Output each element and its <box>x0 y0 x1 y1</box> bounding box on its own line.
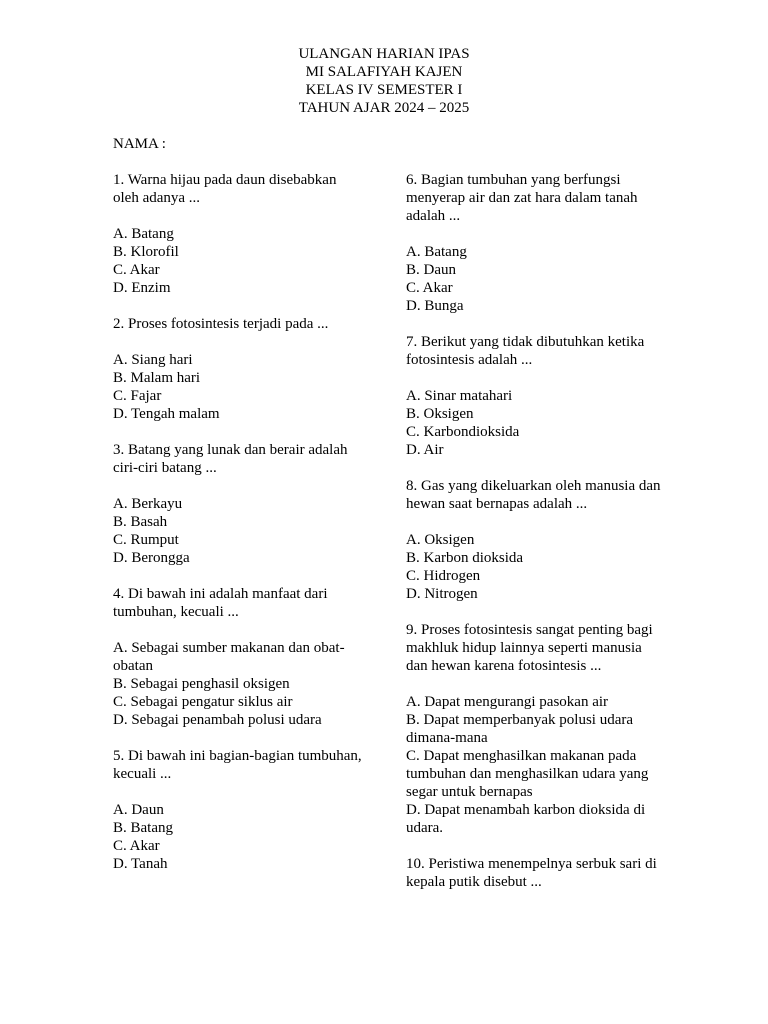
question-text: 7. Berikut yang tidak dibutuhkan ketika fotosintesis adalah ... <box>406 334 645 368</box>
question-2 <box>113 315 363 423</box>
option-c: C. Fajar <box>113 388 162 404</box>
question-3 <box>113 441 363 567</box>
question-text: 5. Di bawah ini bagian-bagian tumbuhan, kecuali ... <box>113 748 362 782</box>
header-year: TAHUN AJAR 2024 – 2025 <box>298 100 470 116</box>
option-a: A. Daun <box>113 802 164 818</box>
question-10 <box>406 855 661 891</box>
option-b: B. Oksigen <box>406 406 474 422</box>
option-a: A. Batang <box>406 244 467 260</box>
question-6 <box>406 171 661 315</box>
header-title: ULANGAN HARIAN IPAS <box>298 46 470 62</box>
option-d: D. Dapat menambah karbon dioksida di udara. <box>406 802 646 836</box>
option-b: B. Basah <box>113 514 168 530</box>
question-column-left <box>113 171 363 891</box>
option-c: C. Karbondioksida <box>406 424 520 440</box>
option-a: A. Sinar matahari <box>406 388 513 404</box>
question-7 <box>406 333 661 459</box>
header-school: MI SALAFIYAH KAJEN <box>305 64 463 80</box>
option-c: C. Sebagai pengatur siklus air <box>113 694 293 710</box>
option-d: D. Sebagai penambah polusi udara <box>113 712 322 728</box>
question-text: 4. Di bawah ini adalah manfaat dari tumbuhan, kecuali ... <box>113 586 328 620</box>
header-class: KELAS IV SEMESTER I <box>305 82 463 98</box>
option-b: B. Daun <box>406 262 456 278</box>
option-a: A. Batang <box>113 226 174 242</box>
option-b: B. Karbon dioksida <box>406 550 524 566</box>
option-b: B. Dapat memperbanyak polusi udara dimana-mana <box>406 712 634 746</box>
question-9 <box>406 621 661 837</box>
option-a: A. Oksigen <box>406 532 475 548</box>
option-c: C. Rumput <box>113 532 179 548</box>
option-d: D. Berongga <box>113 550 190 566</box>
option-d: D. Tanah <box>113 856 168 872</box>
question-1 <box>113 171 363 297</box>
option-c: C. Akar <box>113 262 160 278</box>
option-d: D. Bunga <box>406 298 464 314</box>
option-b: B. Sebagai penghasil oksigen <box>113 676 290 692</box>
option-b: B. Batang <box>113 820 173 836</box>
question-text: 9. Proses fotosintesis sangat penting bagi makhluk hidup lainnya seperti manusia dan hewan karena fotosintesis ... <box>406 622 653 674</box>
option-a: A. Siang hari <box>113 352 193 368</box>
option-d: D. Tengah malam <box>113 406 220 422</box>
option-a: A. Berkayu <box>113 496 183 512</box>
option-d: D. Air <box>406 442 444 458</box>
question-5 <box>113 747 363 873</box>
option-c: C. Akar <box>113 838 160 854</box>
question-text: 2. Proses fotosintesis terjadi pada ... <box>113 316 329 332</box>
question-8 <box>406 477 661 603</box>
question-text: 6. Bagian tumbuhan yang berfungsi menyerap air dan zat hara dalam tanah adalah ... <box>406 172 638 224</box>
question-text: 3. Batang yang lunak dan berair adalah ciri-ciri batang ... <box>113 442 348 476</box>
option-d: D. Enzim <box>113 280 171 296</box>
question-column-right <box>406 171 661 909</box>
option-a: A. Sebagai sumber makanan dan obat-obatan <box>113 640 345 674</box>
option-b: B. Malam hari <box>113 370 201 386</box>
question-text: 10. Peristiwa menempelnya serbuk sari di kepala putik disebut ... <box>406 856 657 890</box>
option-a: A. Dapat mengurangi pasokan air <box>406 694 609 710</box>
question-text: 8. Gas yang dikeluarkan oleh manusia dan hewan saat bernapas adalah ... <box>406 478 661 512</box>
document-header <box>0 45 768 117</box>
option-d: D. Nitrogen <box>406 586 478 602</box>
option-c: C. Dapat menghasilkan makanan pada tumbuhan dan menghasilkan udara yang segar untuk bernapas <box>406 748 649 800</box>
option-c: C. Akar <box>406 280 453 296</box>
option-c: C. Hidrogen <box>406 568 481 584</box>
name-label: NAMA : <box>113 136 166 152</box>
option-b: B. Klorofil <box>113 244 179 260</box>
question-text: 1. Warna hijau pada daun disebabkan oleh adanya ... <box>113 172 337 206</box>
question-4 <box>113 585 363 729</box>
